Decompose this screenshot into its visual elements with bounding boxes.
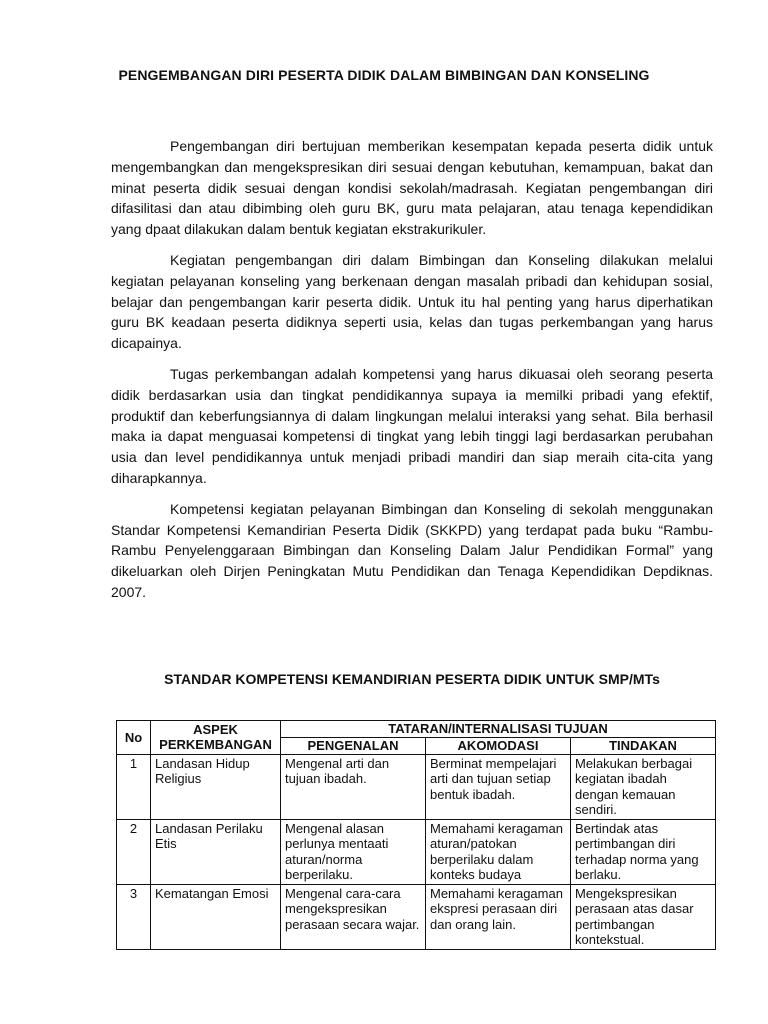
header-akomodasi: AKOMODASI <box>426 738 571 755</box>
paragraph: Pengembangan diri bertujuan memberikan kesempatan kepada peserta didik untuk mengembangkan dan mengekspresikan diri sesuai dengan kebutuhan, kemampuan, bakat dan minat peserta didik sesuai dengan kondisi sekolah/madrasah. Kegiatan pengembangan diri difasilitasi dan atau dibimbing oleh guru BK, guru mata pelajaran, atau tenaga kependidikan yang dpaat dilakukan dalam bentuk kegiatan ekstrakurikuler. <box>111 138 713 238</box>
header-tindakan: TINDAKAN <box>571 738 716 755</box>
cell-no: 1 <box>117 754 151 819</box>
cell-aspek: Landasan Perilaku Etis <box>151 819 281 884</box>
header-no: No <box>117 721 151 755</box>
cell-aspek: Landasan Hidup Religius <box>151 754 281 819</box>
cell-tindakan: Mengekspresikan perasaan atas dasar pertimbangan kontekstual. <box>571 884 716 949</box>
document-title: PENGEMBANGAN DIRI PESERTA DIDIK DALAM BIMBINGAN DAN KONSELING <box>118 67 650 83</box>
cell-pengenalan: Mengenal arti dan tujuan ibadah. <box>281 754 426 819</box>
competency-table <box>116 720 716 950</box>
table-row <box>117 884 716 949</box>
table-title: STANDAR KOMPETENSI KEMANDIRIAN PESERTA DIDIK UNTUK SMP/MTs <box>164 671 660 687</box>
cell-pengenalan: Mengenal cara-cara mengekspresikan perasaan secara wajar. <box>281 884 426 949</box>
cell-tindakan: Bertindak atas pertimbangan diri terhadap norma yang berlaku. <box>571 819 716 884</box>
cell-no: 3 <box>117 884 151 949</box>
header-aspek: ASPEK PERKEMBANGAN <box>151 721 281 755</box>
document-body <box>111 136 713 613</box>
table-row <box>117 819 716 884</box>
cell-tindakan: Melakukan berbagai kegiatan ibadah dengan kemauan sendiri. <box>571 754 716 819</box>
paragraph: Tugas perkembangan adalah kompetensi yang harus dikuasai oleh seorang peserta didik berdasarkan usia dan tingkat pendidikannya supaya ia memilki pribadi yang efektif, produktif dan keberfungsiannya di dalam lingkungan melalui interaksi yang sehat. Bila berhasil maka ia dapat menguasai kompetensi di tingkat yang lebih tinggi lagi berdasarkan perubahan usia dan level pendidikannya untuk menjadi pribadi mandiri dan siap meraih cita-cita yang diharapkannya. <box>111 365 713 486</box>
cell-akomodasi: Berminat mempelajari arti dan tujuan setiap bentuk ibadah. <box>426 754 571 819</box>
header-tataran: TATARAN/INTERNALISASI TUJUAN <box>281 721 716 738</box>
header-pengenalan: PENGENALAN <box>281 738 426 755</box>
cell-no: 2 <box>117 819 151 884</box>
paragraph: Kegiatan pengembangan diri dalam Bimbingan dan Konseling dilakukan melalui kegiatan pelayanan konseling yang berkenaan dengan masalah pribadi dan kehidupan sosial, belajar dan pengembangan karir peserta didik. Untuk itu hal penting yang harus diperhatikan guru BK keadaan peserta didiknya seperti usia, kelas dan tugas perkembangan yang harus dicapainya. <box>111 251 713 352</box>
cell-pengenalan: Mengenal alasan perlunya mentaati aturan/norma berperilaku. <box>281 819 426 884</box>
cell-akomodasi: Memahami keragaman ekspresi perasaan diri dan orang lain. <box>426 884 571 949</box>
table-row <box>117 754 716 819</box>
cell-aspek: Kematangan Emosi <box>151 884 281 949</box>
paragraph: Kompetensi kegiatan pelayanan Bimbingan dan Konseling di sekolah menggunakan Standar Kompetensi Kemandirian Peserta Didik (SKKPD) yang terdapat pada buku “Rambu-Rambu Penyelenggaraan Bimbingan dan Konseling Dalam Jalur Pendidikan Formal” yang dikeluarkan oleh Dirjen Peningkatan Mutu Pendidikan dan Tenaga Kependidikan Depdiknas. 2007. <box>111 500 713 600</box>
table-header-row <box>117 721 716 738</box>
cell-akomodasi: Memahami keragaman aturan/patokan berperilaku dalam konteks budaya <box>426 819 571 884</box>
